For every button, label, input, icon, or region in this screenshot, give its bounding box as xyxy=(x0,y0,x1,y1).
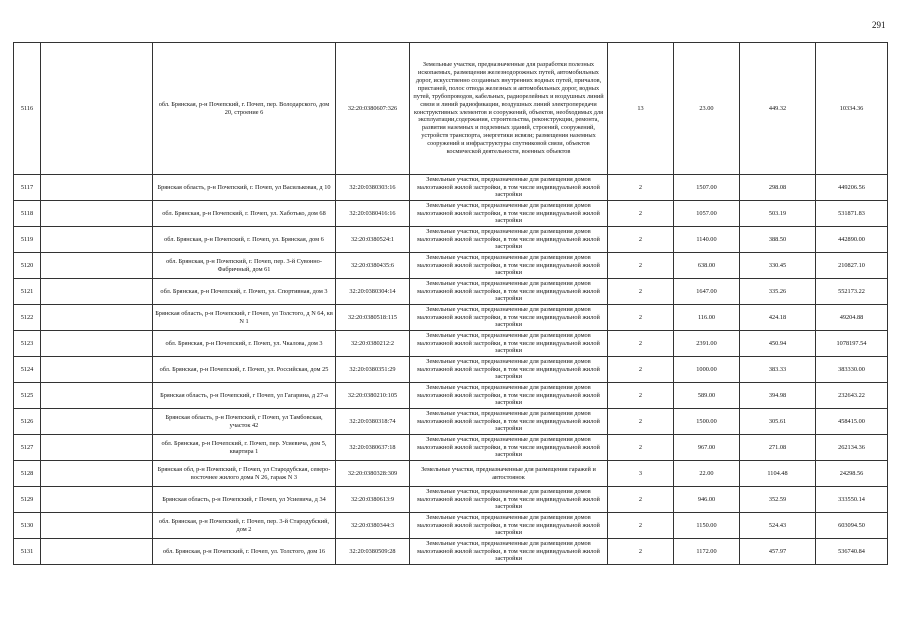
area-cell: 1140.00 xyxy=(674,227,740,253)
unit-value-cell: 330.45 xyxy=(740,253,816,279)
cadastral-value-cell: 603094.50 xyxy=(816,513,888,539)
group-code-cell: 2 xyxy=(608,201,674,227)
cadastral-number-cell: 32:20:0380435:6 xyxy=(336,253,410,279)
group-code-cell: 2 xyxy=(608,175,674,201)
cadastral-value-cell: 536740.84 xyxy=(816,539,888,565)
cadastral-value-cell: 232643.22 xyxy=(816,383,888,409)
address-cell: обл. Брянская, р-н Почепский, г. Почеп, ул. Толстого, дом 16 xyxy=(153,539,336,565)
cadastral-value-cell: 1078197.54 xyxy=(816,331,888,357)
cadastral-number-cell: 32:20:0380212:2 xyxy=(336,331,410,357)
empty-cell xyxy=(41,487,153,513)
unit-value-cell: 335.26 xyxy=(740,279,816,305)
cadastral-number-cell: 32:20:0380328:309 xyxy=(336,461,410,487)
empty-cell xyxy=(41,279,153,305)
row-number: 5129 xyxy=(14,487,41,513)
cadastral-number-cell: 32:20:0380518:115 xyxy=(336,305,410,331)
address-cell: обл. Брянская, р-н Почепский, г. Почеп, пер. Усиевича, дом 5, квартира 1 xyxy=(153,435,336,461)
address-cell: Брянская область, р-н Почепский, г Почеп, ул Тамбовская, участок 42 xyxy=(153,409,336,435)
row-number: 5125 xyxy=(14,383,41,409)
row-number: 5124 xyxy=(14,357,41,383)
cadastral-value-cell: 24298.56 xyxy=(816,461,888,487)
address-cell: обл. Брянская, р-н Почепский, г. Почеп, пер. Володарского, дом 20, строение 6 xyxy=(153,43,336,175)
empty-cell xyxy=(41,227,153,253)
unit-value-cell: 1104.48 xyxy=(740,461,816,487)
table-row xyxy=(14,253,888,279)
cadastral-number-cell: 32:20:0380416:16 xyxy=(336,201,410,227)
table-row xyxy=(14,435,888,461)
cadastral-number-cell: 32:20:0380351:29 xyxy=(336,357,410,383)
table-row xyxy=(14,487,888,513)
unit-value-cell: 524.43 xyxy=(740,513,816,539)
page-number: 291 xyxy=(872,20,886,30)
table-row xyxy=(14,409,888,435)
cadastral-value-cell: 49204.88 xyxy=(816,305,888,331)
table-row xyxy=(14,43,888,175)
address-cell: обл. Брянская, р-н Почепский, г. Почеп, пер. 3-й Сувонно-Фабричный, дом 61 xyxy=(153,253,336,279)
land-use-cell: Земельные участки, предназначенные для размещения домов малоэтажной жилой застройки, в том числе индивидуальной жилой застройки xyxy=(410,383,608,409)
area-cell: 946.00 xyxy=(674,487,740,513)
area-cell: 116.00 xyxy=(674,305,740,331)
row-number: 5127 xyxy=(14,435,41,461)
area-cell: 967.00 xyxy=(674,435,740,461)
group-code-cell: 2 xyxy=(608,487,674,513)
area-cell: 1507.00 xyxy=(674,175,740,201)
unit-value-cell: 394.98 xyxy=(740,383,816,409)
address-cell: обл. Брянская, р-н Почепский, г. Почеп, пер. 3-й Стародубский, дом 2 xyxy=(153,513,336,539)
address-cell: обл. Брянская, р-н Почепский, г. Почеп, ул. Брянская, дом 6 xyxy=(153,227,336,253)
empty-cell xyxy=(41,43,153,175)
empty-cell xyxy=(41,357,153,383)
empty-cell xyxy=(41,305,153,331)
land-use-cell: Земельные участки, предназначенные для размещения гаражей и автостоянок xyxy=(410,461,608,487)
address-cell: Брянская область, р-н Почепский, г Почеп, ул Толстого, д N 64, кв N 1 xyxy=(153,305,336,331)
empty-cell xyxy=(41,409,153,435)
address-cell: Брянская область, р-н Почепский, г Почеп, ул Усиевича, д 34 xyxy=(153,487,336,513)
cadastral-number-cell: 32:20:0380613:9 xyxy=(336,487,410,513)
empty-cell xyxy=(41,331,153,357)
group-code-cell: 2 xyxy=(608,305,674,331)
address-cell: обл. Брянская, р-н Почепский, г. Почеп, ул. Чкалова, дом 3 xyxy=(153,331,336,357)
empty-cell xyxy=(41,435,153,461)
cadastral-number-cell: 32:20:0380303:16 xyxy=(336,175,410,201)
address-cell: Брянская область, р-н Почепский, г Почеп, ул Гагарина, д 27-а xyxy=(153,383,336,409)
area-cell: 1647.00 xyxy=(674,279,740,305)
cadastral-value-cell: 333550.14 xyxy=(816,487,888,513)
land-use-cell: Земельные участки, предназначенные для размещения домов малоэтажной жилой застройки, в том числе индивидуальной жилой застройки xyxy=(410,435,608,461)
cadastral-value-cell: 383330.00 xyxy=(816,357,888,383)
unit-value-cell: 298.08 xyxy=(740,175,816,201)
empty-cell xyxy=(41,539,153,565)
cadastral-value-cell: 552173.22 xyxy=(816,279,888,305)
land-use-cell: Земельные участки, предназначенные для размещения домов малоэтажной жилой застройки, в том числе индивидуальной жилой застройки xyxy=(410,305,608,331)
cadastral-value-cell: 531871.83 xyxy=(816,201,888,227)
cadastral-value-cell: 262134.36 xyxy=(816,435,888,461)
area-cell: 1057.00 xyxy=(674,201,740,227)
group-code-cell: 2 xyxy=(608,331,674,357)
address-cell: Брянская область, р-н Почепский, г. Почеп, ул Васильковая, д 10 xyxy=(153,175,336,201)
table-row xyxy=(14,201,888,227)
row-number: 5130 xyxy=(14,513,41,539)
land-use-cell: Земельные участки, предназначенные для размещения домов малоэтажной жилой застройки, в том числе индивидуальной жилой застройки xyxy=(410,331,608,357)
cadastral-number-cell: 32:20:0380344:3 xyxy=(336,513,410,539)
land-use-cell: Земельные участки, предназначенные для разработки полезных ископаемых, размещения железнодорожных путей, автомобильных дорог, искусственно созданных внутренних водных путей, причалов, пристаней, полос отвода железных и автомобильных дорог, водных путей, трубопроводов, кабельных, радиорелейных и воздушных линий связи и линий радиофикации, воздушных линий электропередачи конструктивных элементов и сооружений, объектов, необходимых для эксплуатации,содержания, строительства, реконструкции, ремонта, развития наземных и подземных зданий, строений, сооружений, устройств транспорта, энергетики исвязи; размещения наземных сооружений и инфраструктуры спутниковой связи, объектов космической деятельности, военных объектов xyxy=(410,43,608,175)
table-row xyxy=(14,175,888,201)
address-cell: обл. Брянская, р-н Почепский, г. Почеп, ул. Хаботько, дом 68 xyxy=(153,201,336,227)
cadastral-number-cell: 32:20:0380524:1 xyxy=(336,227,410,253)
unit-value-cell: 449.32 xyxy=(740,43,816,175)
unit-value-cell: 503.19 xyxy=(740,201,816,227)
cadastral-number-cell: 32:20:0380607:326 xyxy=(336,43,410,175)
group-code-cell: 3 xyxy=(608,461,674,487)
row-number: 5128 xyxy=(14,461,41,487)
row-number: 5121 xyxy=(14,279,41,305)
table-row xyxy=(14,513,888,539)
land-use-cell: Земельные участки, предназначенные для размещения домов малоэтажной жилой застройки, в том числе индивидуальной жилой застройки xyxy=(410,201,608,227)
area-cell: 589.00 xyxy=(674,383,740,409)
row-number: 5117 xyxy=(14,175,41,201)
row-number: 5120 xyxy=(14,253,41,279)
empty-cell xyxy=(41,175,153,201)
row-number: 5119 xyxy=(14,227,41,253)
area-cell: 2391.00 xyxy=(674,331,740,357)
unit-value-cell: 450.94 xyxy=(740,331,816,357)
area-cell: 1000.00 xyxy=(674,357,740,383)
group-code-cell: 13 xyxy=(608,43,674,175)
address-cell: Брянская обл, р-н Почепский, г Почеп, ул Стародубская, северо-восточнее жилого дома N 26, гараж N 3 xyxy=(153,461,336,487)
land-use-cell: Земельные участки, предназначенные для размещения домов малоэтажной жилой застройки, в том числе индивидуальной жилой застройки xyxy=(410,253,608,279)
table-row xyxy=(14,539,888,565)
table-row xyxy=(14,383,888,409)
cadastral-value-cell: 458415.00 xyxy=(816,409,888,435)
table-row xyxy=(14,279,888,305)
group-code-cell: 2 xyxy=(608,279,674,305)
unit-value-cell: 271.08 xyxy=(740,435,816,461)
land-use-cell: Земельные участки, предназначенные для размещения домов малоэтажной жилой застройки, в том числе индивидуальной жилой застройки xyxy=(410,487,608,513)
row-number: 5123 xyxy=(14,331,41,357)
group-code-cell: 2 xyxy=(608,253,674,279)
table-row xyxy=(14,331,888,357)
empty-cell xyxy=(41,201,153,227)
row-number: 5126 xyxy=(14,409,41,435)
empty-cell xyxy=(41,253,153,279)
table-row xyxy=(14,461,888,487)
row-number: 5131 xyxy=(14,539,41,565)
land-use-cell: Земельные участки, предназначенные для размещения домов малоэтажной жилой застройки, в том числе индивидуальной жилой застройки xyxy=(410,409,608,435)
land-use-cell: Земельные участки, предназначенные для размещения домов малоэтажной жилой застройки, в том числе индивидуальной жилой застройки xyxy=(410,357,608,383)
row-number: 5122 xyxy=(14,305,41,331)
empty-cell xyxy=(41,513,153,539)
area-cell: 638.00 xyxy=(674,253,740,279)
cadastral-value-table xyxy=(13,42,888,565)
land-use-cell: Земельные участки, предназначенные для размещения домов малоэтажной жилой застройки, в том числе индивидуальной жилой застройки xyxy=(410,513,608,539)
area-cell: 1500.00 xyxy=(674,409,740,435)
cadastral-value-cell: 10334.36 xyxy=(816,43,888,175)
unit-value-cell: 457.97 xyxy=(740,539,816,565)
cadastral-number-cell: 32:20:0380509:28 xyxy=(336,539,410,565)
unit-value-cell: 352.59 xyxy=(740,487,816,513)
area-cell: 23.00 xyxy=(674,43,740,175)
table-row xyxy=(14,227,888,253)
cadastral-number-cell: 32:20:0380318:74 xyxy=(336,409,410,435)
cadastral-number-cell: 32:20:0380637:18 xyxy=(336,435,410,461)
land-use-cell: Земельные участки, предназначенные для размещения домов малоэтажной жилой застройки, в том числе индивидуальной жилой застройки xyxy=(410,539,608,565)
land-use-cell: Земельные участки, предназначенные для размещения домов малоэтажной жилой застройки, в том числе индивидуальной жилой застройки xyxy=(410,227,608,253)
cadastral-number-cell: 32:20:0380210:105 xyxy=(336,383,410,409)
table-row xyxy=(14,357,888,383)
cadastral-value-cell: 210827.10 xyxy=(816,253,888,279)
unit-value-cell: 388.50 xyxy=(740,227,816,253)
land-use-cell: Земельные участки, предназначенные для размещения домов малоэтажной жилой застройки, в том числе индивидуальной жилой застройки xyxy=(410,279,608,305)
row-number: 5118 xyxy=(14,201,41,227)
group-code-cell: 2 xyxy=(608,435,674,461)
group-code-cell: 2 xyxy=(608,227,674,253)
cadastral-value-cell: 442890.00 xyxy=(816,227,888,253)
group-code-cell: 2 xyxy=(608,513,674,539)
address-cell: обл. Брянская, р-н Почепский, г. Почеп, ул. Спортивная, дом 3 xyxy=(153,279,336,305)
unit-value-cell: 424.18 xyxy=(740,305,816,331)
group-code-cell: 2 xyxy=(608,383,674,409)
group-code-cell: 2 xyxy=(608,357,674,383)
land-use-cell: Земельные участки, предназначенные для размещения домов малоэтажной жилой застройки, в том числе индивидуальной жилой застройки xyxy=(410,175,608,201)
group-code-cell: 2 xyxy=(608,539,674,565)
area-cell: 1150.00 xyxy=(674,513,740,539)
cadastral-number-cell: 32:20:0380304:14 xyxy=(336,279,410,305)
address-cell: обл. Брянская, р-н Почепский, г. Почеп, ул. Российская, дом 25 xyxy=(153,357,336,383)
area-cell: 1172.00 xyxy=(674,539,740,565)
empty-cell xyxy=(41,383,153,409)
empty-cell xyxy=(41,461,153,487)
unit-value-cell: 383.33 xyxy=(740,357,816,383)
table-row xyxy=(14,305,888,331)
row-number: 5116 xyxy=(14,43,41,175)
unit-value-cell: 305.61 xyxy=(740,409,816,435)
group-code-cell: 2 xyxy=(608,409,674,435)
cadastral-value-cell: 449206.56 xyxy=(816,175,888,201)
area-cell: 22.00 xyxy=(674,461,740,487)
